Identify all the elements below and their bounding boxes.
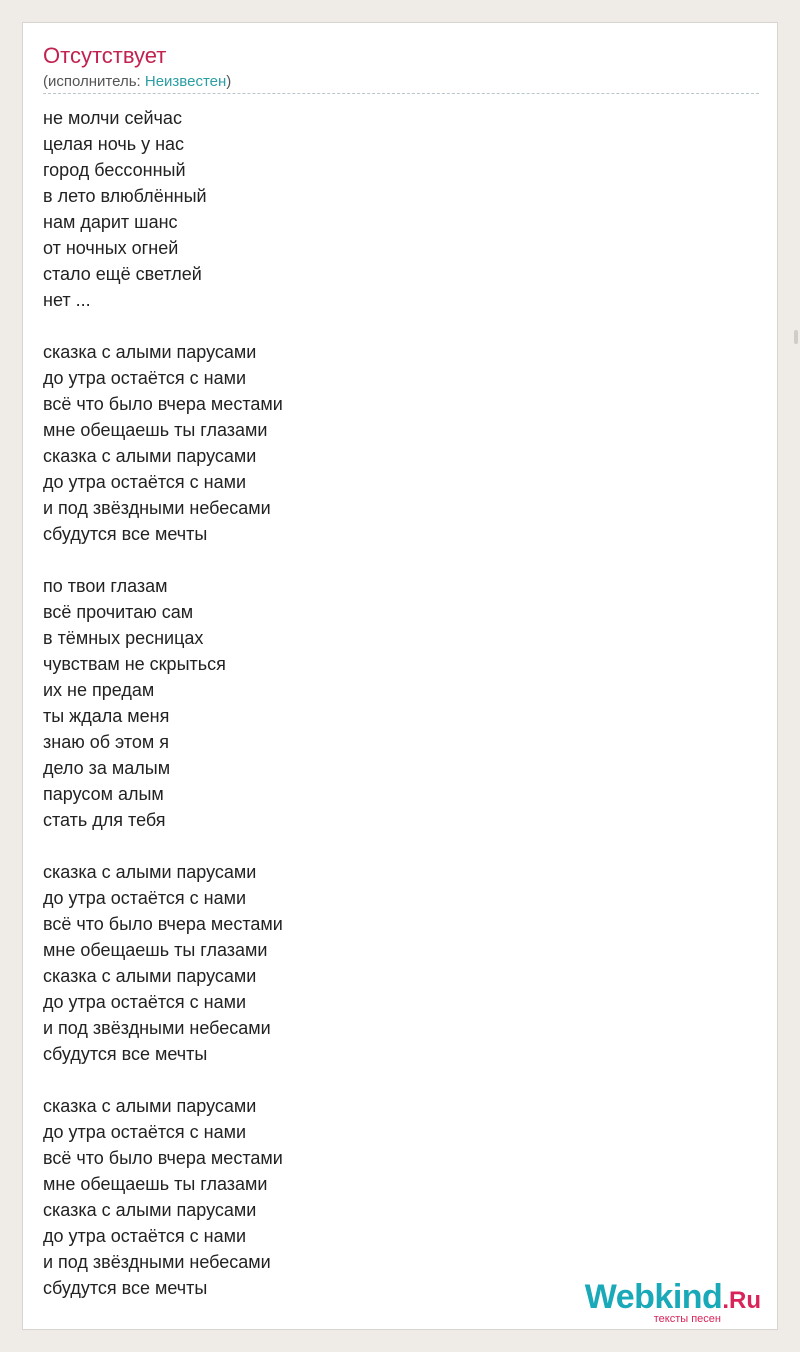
lyric-line: до утра остаётся с нами: [43, 368, 247, 388]
logo-main-text: Webkind: [584, 1278, 723, 1316]
lyric-line: до утра остаётся с нами: [43, 1122, 247, 1142]
lyric-line: всё прочитаю сам: [43, 602, 194, 622]
artist-prefix: (исполнитель:: [43, 73, 145, 90]
lyric-line: нам дарит шанс: [43, 212, 178, 232]
lyric-blank-line: [43, 547, 743, 573]
lyric-line: и под звёздными небесами: [43, 1252, 271, 1272]
lyric-line: всё что было вчера местами: [43, 394, 283, 414]
logo-suffix-text: .Ru: [722, 1287, 761, 1314]
lyric-line: мне обещаешь ты глазами: [43, 420, 268, 440]
lyric-line: и под звёздными небесами: [43, 498, 271, 518]
site-logo[interactable]: [571, 1279, 771, 1325]
lyric-line: сбудутся все мечты: [43, 524, 208, 544]
lyric-line: всё что было вчера местами: [43, 1148, 283, 1168]
artist-line: [43, 73, 231, 91]
lyric-line: их не предам: [43, 680, 155, 700]
lyric-line: сказка с алыми парусами: [43, 966, 257, 986]
lyric-line: до утра остаётся с нами: [43, 992, 247, 1012]
lyric-line: до утра остаётся с нами: [43, 888, 247, 908]
lyric-blank-line: [43, 833, 743, 859]
lyric-line: сказка с алыми парусами: [43, 862, 257, 882]
lyric-line: всё что было вчера местами: [43, 914, 283, 934]
lyrics-card: [22, 22, 778, 1330]
lyric-line: сказка с алыми парусами: [43, 1200, 257, 1220]
lyric-line: сказка с алыми парусами: [43, 446, 257, 466]
lyric-line: сказка с алыми парусами: [43, 1096, 257, 1116]
lyric-line: в лето влюблённый: [43, 186, 207, 206]
lyric-line: сбудутся все мечты: [43, 1044, 208, 1064]
lyric-line: ты ждала меня: [43, 706, 170, 726]
lyric-line: город бессонный: [43, 160, 186, 180]
lyric-line: до утра остаётся с нами: [43, 1226, 247, 1246]
song-title: Отсутствует: [43, 43, 167, 68]
lyric-line: не молчи сейчас: [43, 108, 182, 128]
lyric-blank-line: [43, 1067, 743, 1093]
lyric-line: дело за малым: [43, 758, 171, 778]
logo-tagline: тексты песен: [653, 1313, 721, 1325]
lyric-line: парусом алым: [43, 784, 164, 804]
artist-suffix: ): [226, 73, 232, 90]
lyric-line: сбудутся все мечты: [43, 1278, 208, 1298]
lyric-line: мне обещаешь ты глазами: [43, 940, 268, 960]
lyric-line: по твои глазам: [43, 576, 168, 596]
lyric-line: и под звёздными небесами: [43, 1018, 271, 1038]
lyric-line: в тёмных ресницах: [43, 628, 204, 648]
lyric-line: чувствам не скрыться: [43, 654, 226, 674]
lyric-line: нет ...: [43, 290, 91, 310]
lyrics-text: [43, 105, 743, 1301]
lyric-line: сказка с алыми парусами: [43, 342, 257, 362]
lyric-line: знаю об этом я: [43, 732, 169, 752]
lyric-line: стать для тебя: [43, 810, 166, 830]
scrollbar-thumb[interactable]: [794, 330, 798, 344]
lyric-line: стало ещё светлей: [43, 264, 202, 284]
lyric-line: целая ночь у нас: [43, 134, 185, 154]
title-divider: [43, 93, 759, 94]
lyric-line: до утра остаётся с нами: [43, 472, 247, 492]
lyric-line: мне обещаешь ты глазами: [43, 1174, 268, 1194]
lyric-line: от ночных огней: [43, 238, 179, 258]
artist-link[interactable]: Неизвестен: [144, 73, 227, 90]
lyric-blank-line: [43, 313, 743, 339]
